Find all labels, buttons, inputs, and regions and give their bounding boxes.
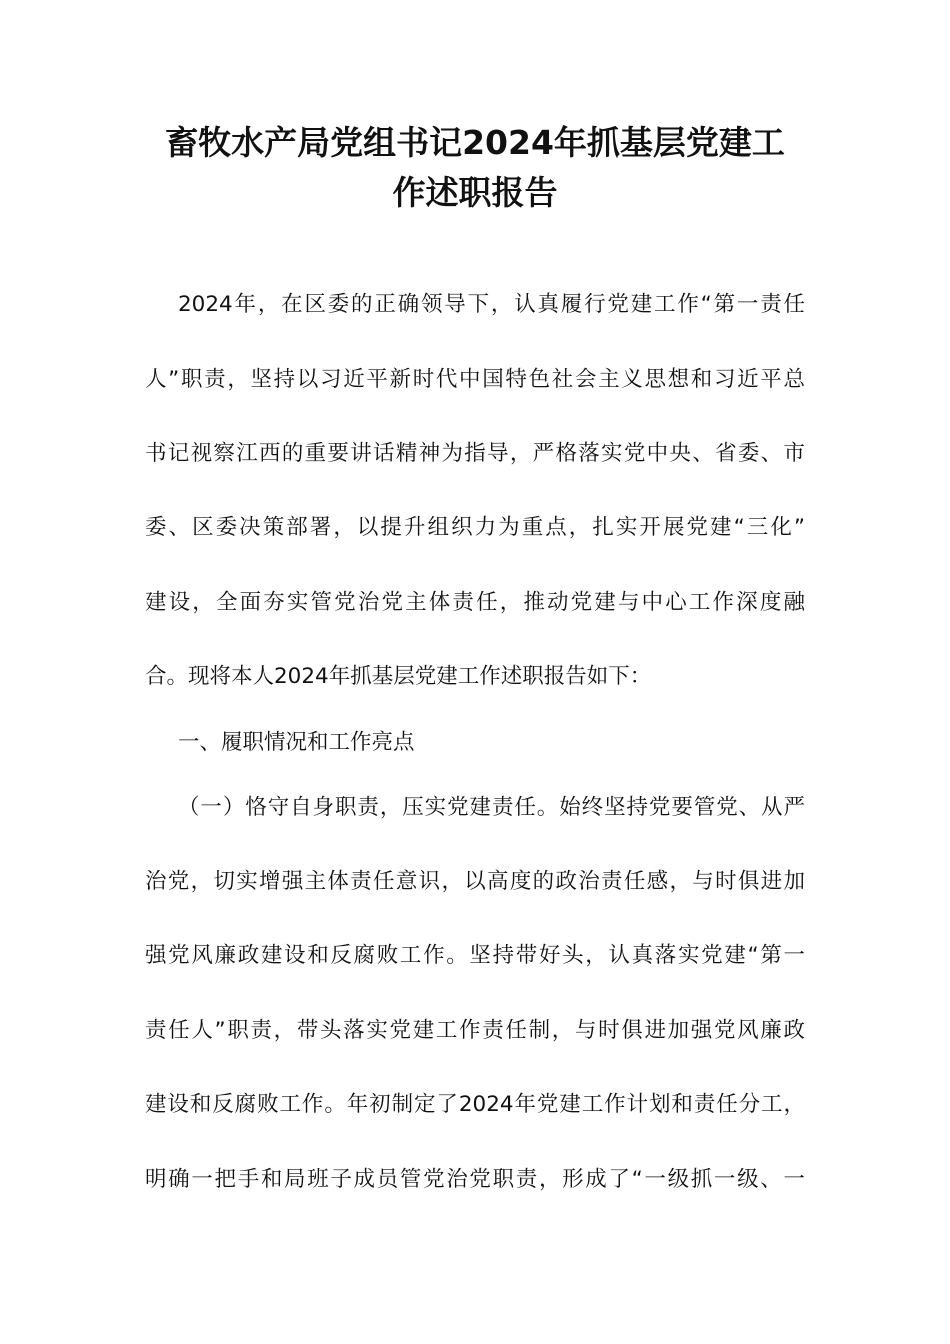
- text-line: 合。现将本人2024年抓基层党建工作述职报告如下：: [145, 664, 652, 689]
- text-line: 强党风廉政建设和反腐败工作。坚持带好头，认真落实党建“第一: [145, 943, 805, 968]
- section-heading: 一、履职情况和工作亮点: [178, 730, 415, 755]
- text-line: 2024年，在区委的正确领导下，认真履行党建工作“第一责任: [178, 292, 805, 317]
- text-line: （一）恪守自身职责，压实党建责任。始终坚持党要管党、从严: [178, 795, 805, 820]
- text-line: 书记视察江西的重要讲话精神为指导，严格落实党中央、省委、市: [145, 441, 805, 466]
- text-line: 建设和反腐败工作。年初制定了2024年党建工作计划和责任分工，: [145, 1092, 805, 1117]
- text-line: 建设，全面夯实管党治党主体责任，推动党建与中心工作深度融: [145, 590, 805, 615]
- text-line: 委、区委决策部署，以提升组织力为重点，扎实开展党建“三化”: [145, 515, 805, 540]
- text-line: 明确一把手和局班子成员管党治党职责，形成了“一级抓一级、一: [145, 1167, 805, 1192]
- title-line-1: 畜牧水产局党组书记2024年抓基层党建工: [165, 123, 785, 162]
- text-line: 治党，切实增强主体责任意识，以高度的政治责任感，与时俱进加: [145, 869, 805, 894]
- title-line-2: 作述职报告: [392, 173, 558, 212]
- text-line: 人”职责，坚持以习近平新时代中国特色社会主义思想和习近平总: [145, 367, 805, 392]
- text-line: 责任人”职责，带头落实党建工作责任制，与时俱进加强党风廉政: [145, 1018, 805, 1043]
